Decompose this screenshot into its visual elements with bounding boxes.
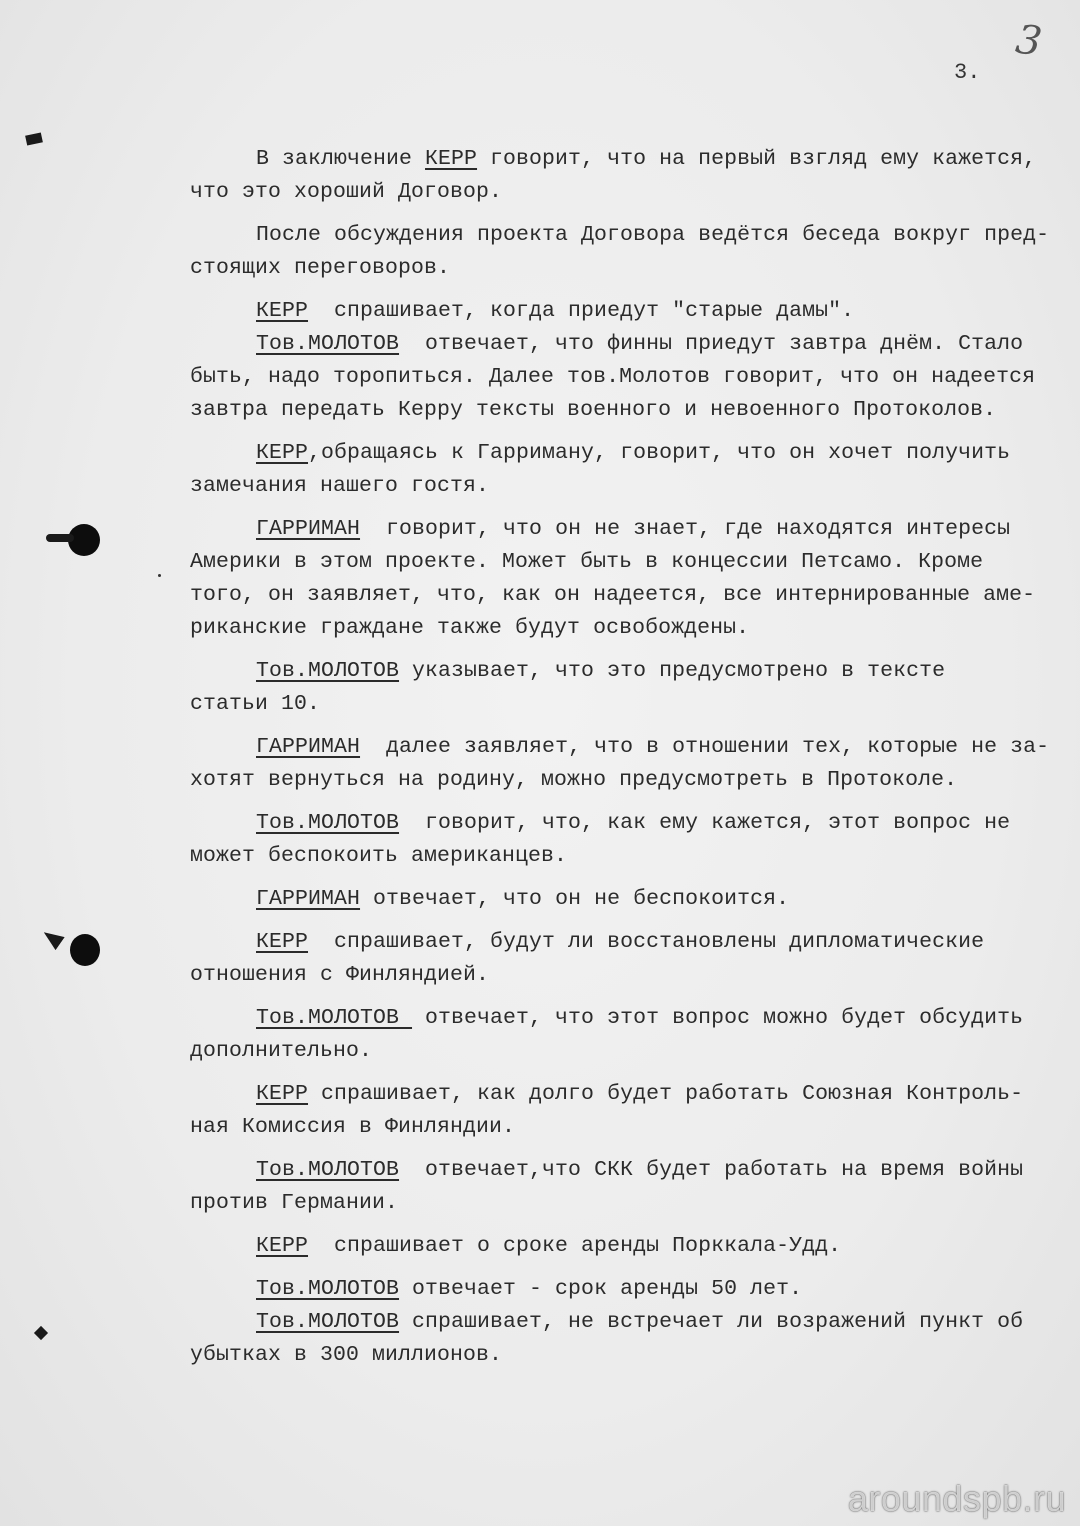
paragraph <box>190 1306 1060 1372</box>
text-segment: отвечает, что финны приедут завтра днём. Стало <box>399 332 1024 356</box>
text-line <box>190 731 1060 764</box>
punch-hole-lower-tail <box>39 926 65 951</box>
text-line <box>190 840 1060 873</box>
paragraph <box>190 513 1060 645</box>
paragraph <box>190 1273 1060 1306</box>
speaker-name: Тов.МОЛОТОВ <box>256 1006 413 1030</box>
text-segment: отношения с Финляндией. <box>190 963 490 987</box>
text-segment: статьи 10. <box>190 692 321 716</box>
text-segment: ная Комиссия в Финляндии. <box>190 1115 516 1139</box>
text-segment: против Германии. <box>190 1191 399 1215</box>
text-line <box>190 807 1060 840</box>
speaker-name: Тов.МОЛОТОВ <box>256 659 400 683</box>
text-segment: После обсуждения проекта Договора ведётся беседа вокруг пред- <box>256 223 1050 247</box>
speaker-name: КЕРР <box>256 299 309 323</box>
watermark: aroundspb.ru <box>847 1478 1066 1519</box>
text-segment: спрашивает, когда приедут "старые дамы". <box>308 299 855 323</box>
text-segment: далее заявляет, что в отношении тех, которые не за- <box>360 735 1050 759</box>
text-segment: хотят вернуться на родину, можно предусмотреть в Протоколе. <box>190 768 958 792</box>
text-segment: дополнительно. <box>190 1039 373 1063</box>
text-segment: Америки в этом проекте. Может быть в концессии Петсамо. Кроме <box>190 550 984 574</box>
text-line <box>190 143 1060 176</box>
text-line <box>190 437 1060 470</box>
margin-mark-bottom <box>34 1326 48 1340</box>
paragraph <box>190 807 1060 873</box>
text-line <box>190 764 1060 797</box>
paragraph <box>190 731 1060 797</box>
text-segment: замечания нашего гостя. <box>190 474 490 498</box>
text-line <box>190 926 1060 959</box>
text-line <box>190 883 1060 916</box>
typed-page-number: 3. <box>954 60 981 85</box>
speaker-name: Тов.МОЛОТОВ <box>256 332 400 356</box>
paragraph <box>190 143 1060 209</box>
text-line <box>190 1035 1060 1068</box>
text-line <box>190 1306 1060 1339</box>
text-line <box>190 328 1060 361</box>
text-line <box>190 612 1060 645</box>
text-segment: что это хороший Договор. <box>190 180 503 204</box>
paragraph <box>190 328 1060 427</box>
text-line <box>190 1111 1060 1144</box>
text-segment: спрашивает, как долго будет работать Союзная Контроль- <box>308 1082 1024 1106</box>
paragraph <box>190 1002 1060 1068</box>
text-line <box>190 655 1060 688</box>
speaker-name: ГАРРИМАН <box>256 735 361 759</box>
text-segment: ,обращаясь к Гарриману, говорит, что он хочет получить <box>308 441 1011 465</box>
text-segment: спрашивает о сроке аренды Порккала-Удд. <box>308 1234 842 1258</box>
paragraph <box>190 883 1060 916</box>
text-line <box>190 176 1060 209</box>
speaker-name: Тов.МОЛОТОВ <box>256 1277 400 1301</box>
paragraph <box>190 1230 1060 1263</box>
speaker-name: Тов.МОЛОТОВ <box>256 811 400 835</box>
text-line <box>190 688 1060 721</box>
document-body <box>190 143 1060 1382</box>
text-segment: указывает, что это предусмотрено в тексте <box>399 659 946 683</box>
speaker-name: КЕРР <box>425 147 478 171</box>
text-segment: отвечает,что СКК будет работать на время войны <box>399 1158 1024 1182</box>
text-segment: спрашивает, не встречает ли возражений пункт об <box>399 1310 1024 1334</box>
text-line <box>190 1273 1060 1306</box>
text-segment: отвечает, что он не беспокоится. <box>360 887 790 911</box>
text-line <box>190 546 1060 579</box>
text-segment: говорит, что, как ему кажется, этот вопрос не <box>399 811 1011 835</box>
text-line <box>190 252 1060 285</box>
speaker-name: КЕРР <box>256 930 309 954</box>
text-line <box>190 394 1060 427</box>
speaker-name: КЕРР <box>256 441 309 465</box>
speaker-name: КЕРР <box>256 1234 309 1258</box>
text-segment: отвечает - срок аренды 50 лет. <box>399 1277 803 1301</box>
text-line <box>190 1154 1060 1187</box>
text-line <box>190 959 1060 992</box>
speaker-name: Тов.МОЛОТОВ <box>256 1310 400 1334</box>
text-segment: отвечает, что этот вопрос можно будет обсудить <box>412 1006 1024 1030</box>
paragraph <box>190 295 1060 328</box>
text-line <box>190 1339 1060 1372</box>
speaker-name: Тов.МОЛОТОВ <box>256 1158 400 1182</box>
text-segment: стоящих переговоров. <box>190 256 451 280</box>
text-segment: В заключение <box>256 147 426 171</box>
text-line <box>190 579 1060 612</box>
paragraph <box>190 655 1060 721</box>
text-segment: того, он заявляет, что, как он надеется, все интернированные аме- <box>190 583 1036 607</box>
punch-hole-lower <box>70 934 100 966</box>
handwritten-page-number: 3 <box>1012 16 1045 66</box>
paragraph <box>190 1154 1060 1220</box>
paragraph <box>190 437 1060 503</box>
margin-mark-top <box>25 132 43 145</box>
text-line <box>190 1002 1060 1035</box>
paragraph <box>190 1078 1060 1144</box>
paragraph <box>190 926 1060 992</box>
speaker-name: ГАРРИМАН <box>256 517 361 541</box>
text-segment: риканские граждане также будут освобождены. <box>190 616 750 640</box>
text-line <box>190 219 1060 252</box>
text-segment: завтра передать Керру тексты военного и невоенного Протоколов. <box>190 398 997 422</box>
text-segment: говорит, что он не знает, где находятся интересы <box>360 517 1011 541</box>
text-segment: спрашивает, будут ли восстановлены дипломатические <box>308 930 985 954</box>
text-line <box>190 470 1060 503</box>
text-line <box>190 295 1060 328</box>
margin-dot <box>158 574 161 577</box>
text-segment: говорит, что на первый взгляд ему кажется, <box>477 147 1037 171</box>
text-segment: убытках в 300 миллионов. <box>190 1343 503 1367</box>
text-line <box>190 1078 1060 1111</box>
punch-hole-upper-tail <box>46 534 74 542</box>
text-segment: быть, надо торопиться. Далее тов.Молотов говорит, что он надеется <box>190 365 1036 389</box>
text-segment: может беспокоить американцев. <box>190 844 568 868</box>
text-line <box>190 1187 1060 1220</box>
text-line <box>190 1230 1060 1263</box>
speaker-name: ГАРРИМАН <box>256 887 361 911</box>
speaker-name: КЕРР <box>256 1082 309 1106</box>
paragraph <box>190 219 1060 285</box>
text-line <box>190 513 1060 546</box>
text-line <box>190 361 1060 394</box>
